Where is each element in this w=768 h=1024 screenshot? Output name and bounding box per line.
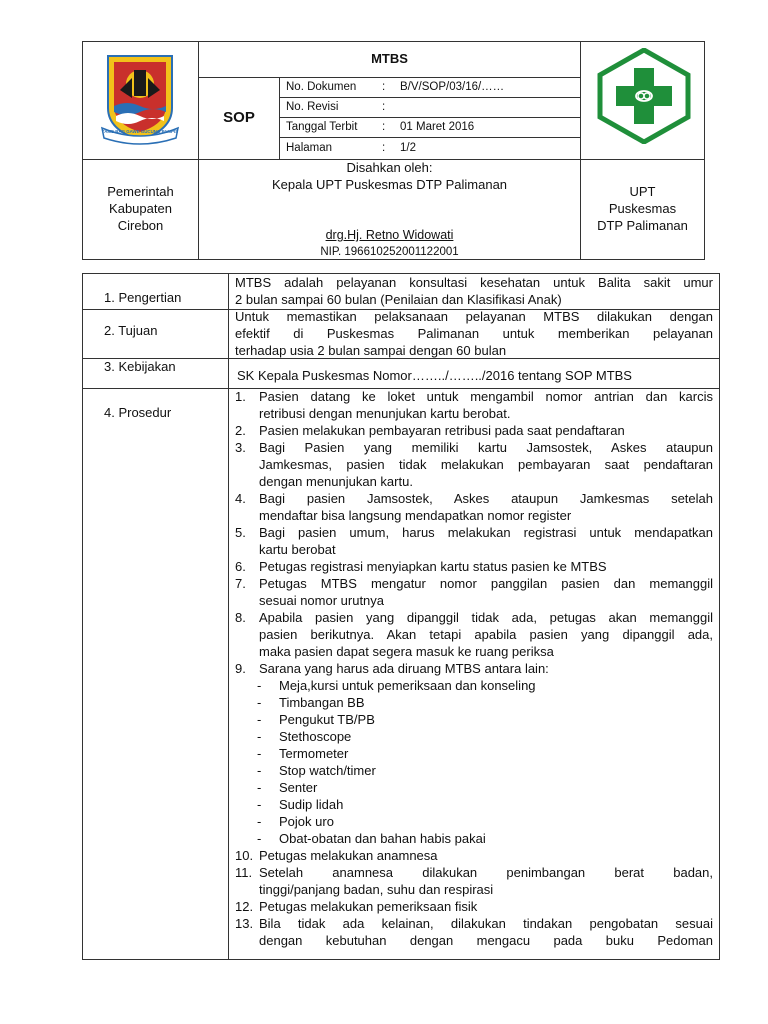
tujuan-line: efektif di Puskesmas Palimanan untuk memberikan pelayanan	[235, 326, 713, 341]
meta-value-halaman: 1/2	[400, 142, 416, 154]
item-line: Petugas melakukan anamnesa	[259, 848, 438, 863]
section-label-pengertian: 1. Pengertian	[104, 290, 182, 305]
meta-colon: :	[382, 121, 386, 133]
item-number: 13.	[235, 916, 254, 931]
item-number: 12.	[235, 899, 254, 914]
kabupaten-cirebon-logo	[100, 50, 180, 146]
right-org-line: UPT	[629, 184, 656, 199]
sarana-item: - Timbangan BB	[257, 695, 365, 710]
item-line: maka pasien dapat segera masuk ke ruang periksa	[259, 644, 554, 659]
prosedur-item-2	[235, 422, 713, 439]
prosedur-item-6	[235, 558, 713, 575]
prosedur-item-1	[235, 388, 713, 422]
sarana-item: - Senter	[257, 780, 318, 795]
right-org-line: DTP Palimanan	[597, 218, 688, 233]
left-org-line: Pemerintah	[107, 184, 174, 199]
item-line: Pasien datang ke loket untuk mengambil nomor antrian dan karcis	[259, 389, 713, 404]
section-label-kebijakan: 3. Kebijakan	[104, 359, 176, 374]
item-line: Bagi pasien umum, harus melakukan registrasi untuk mendapatkan	[259, 525, 713, 540]
dash: -	[257, 763, 262, 778]
item-line: Sarana yang harus ada diruang MTBS antara lain:	[259, 661, 549, 676]
approved-by: Disahkan oleh:	[346, 160, 433, 175]
item-line: dengan kebutuhan dengan mengacu pada buku Pedoman	[259, 933, 713, 948]
approver-nip: NIP. 196610252001122001	[320, 246, 459, 258]
dash: -	[257, 780, 262, 795]
prosedur-item-8	[235, 609, 713, 660]
item-line: Bila tidak ada kelainan, dilakukan tindakan pengobatan sesuai	[259, 916, 713, 931]
item-number: 7.	[235, 576, 246, 591]
meta-colon: :	[382, 101, 386, 113]
prosedur-item-10	[235, 847, 713, 864]
prosedur-item-11	[235, 864, 713, 898]
item-number: 8.	[235, 610, 246, 625]
dash: -	[257, 831, 262, 846]
approver-title: Kepala UPT Puskesmas DTP Palimanan	[271, 177, 508, 192]
dash: -	[257, 695, 262, 710]
kebijakan-text: SK Kepala Puskesmas Nomor……../……../2016 tentang SOP MTBS	[237, 368, 632, 383]
tujuan-text	[235, 308, 713, 359]
puskesmas-logo	[596, 48, 692, 144]
item-line: Jamkesmas, pasien tidak melakukan pembayaran saat pendaftaran	[259, 457, 713, 472]
prosedur-item-13	[235, 915, 713, 949]
prosedur-item-12	[235, 898, 713, 915]
item-line: Petugas MTBS mengatur nomor panggilan pasien dan memanggil	[259, 576, 713, 591]
section-label-tujuan: 2. Tujuan	[104, 323, 158, 338]
section-label-prosedur: 4. Prosedur	[104, 405, 172, 420]
dash: -	[257, 797, 262, 812]
left-org-line: Cirebon	[117, 218, 164, 233]
meta-value-tanggal-terbit: 01 Maret 2016	[400, 121, 475, 133]
sarana-item: - Meja,kursi untuk pemeriksaan dan konseling	[257, 678, 536, 693]
pengertian-text	[235, 274, 713, 308]
item-number: 6.	[235, 559, 246, 574]
item-number: 1.	[235, 389, 246, 404]
meta-colon: :	[382, 81, 386, 93]
sarana-item: - Stethoscope	[257, 729, 352, 744]
prosedur-item-3	[235, 439, 713, 490]
sop-label: SOP	[223, 109, 255, 126]
item-line: kartu berobat	[259, 542, 336, 557]
meta-label-tanggal-terbit: Tanggal Terbit	[286, 121, 358, 133]
item-line: sesuai nomor urutnya	[259, 593, 385, 608]
dash: -	[257, 746, 262, 761]
sarana-item: - Obat-obatan dan bahan habis pakai	[257, 831, 486, 846]
meta-colon: :	[382, 142, 386, 154]
logo-ribbon-text: TAME RAG GAWE GUCUNG PAMPIS	[101, 129, 179, 134]
pengertian-line: MTBS adalah pelayanan konsultasi kesehatan untuk Balita sakit umur	[235, 275, 713, 290]
item-line: Petugas melakukan pemeriksaan fisik	[259, 899, 478, 914]
left-org-line: Kabupaten	[109, 201, 172, 216]
item-line: Pasien melakukan pembayaran retribusi pada saat pendaftaran	[259, 423, 625, 438]
meta-label-halaman: Halaman	[286, 142, 333, 154]
sarana-item: - Termometer	[257, 746, 349, 761]
approver-name: drg.Hj. Retno Widowati	[325, 228, 454, 242]
item-number: 5.	[235, 525, 246, 540]
item-line: Apabila pasien yang dipanggil tidak ada, petugas akan memanggil	[259, 610, 713, 625]
item-line: Bagi Pasien yang memiliki kartu Jamsostek, Askes ataupun	[259, 440, 713, 455]
sarana-item: - Pojok uro	[257, 814, 334, 829]
tujuan-line: terhadap usia 2 bulan sampai dengan 60 bulan	[235, 343, 507, 358]
item-line: dengan menunjukan kartu.	[259, 474, 413, 489]
item-line: Setelah anamnesa dilakukan penimbangan berat badan,	[259, 865, 713, 880]
dash: -	[257, 729, 262, 744]
prosedur-item-9	[235, 660, 713, 677]
right-org-line: Puskesmas	[608, 201, 677, 216]
item-number: 9.	[235, 661, 246, 676]
item-number: 4.	[235, 491, 246, 506]
prosedur-item-5	[235, 524, 713, 558]
meta-label-no-revisi: No. Revisi	[286, 101, 339, 113]
sarana-item: - Pengukut TB/PB	[257, 712, 375, 727]
item-line: tinggi/panjang badan, suhu dan respirasi	[259, 882, 494, 897]
sarana-item: - Sudip lidah	[257, 797, 344, 812]
dash: -	[257, 712, 262, 727]
item-number: 2.	[235, 423, 246, 438]
item-line: pasien berikutnya. Akan tetapi apabila pasien yang dipanggil ada,	[259, 627, 713, 642]
meta-label-no-dokumen: No. Dokumen	[286, 81, 357, 93]
dash: -	[257, 814, 262, 829]
prosedur-item-7	[235, 575, 713, 609]
meta-value-no-dokumen: B/V/SOP/03/16/……	[400, 81, 505, 93]
item-number: 10.	[235, 848, 254, 863]
prosedur-list	[235, 388, 713, 949]
tujuan-line: Untuk memastikan pelaksanaan pelayanan MTBS dilakukan dengan	[235, 309, 713, 324]
item-line: Petugas registrasi menyiapkan kartu status pasien ke MTBS	[259, 559, 607, 574]
sarana-item: - Stop watch/timer	[257, 763, 376, 778]
item-line: retribusi dengan menunjukan kartu berobat.	[259, 406, 511, 421]
item-number: 3.	[235, 440, 246, 455]
item-line: Bagi pasien Jamsostek, Askes ataupun Jamkesmas setelah	[259, 491, 713, 506]
document-title: MTBS	[371, 51, 408, 66]
pengertian-line: 2 bulan sampai 60 bulan (Penilaian dan Klasifikasi Anak)	[235, 292, 562, 307]
dash: -	[257, 678, 262, 693]
prosedur-item-4	[235, 490, 713, 524]
item-line: mendaftar bisa langsung mendapatkan nomor register	[259, 508, 572, 523]
item-number: 11.	[235, 865, 253, 880]
